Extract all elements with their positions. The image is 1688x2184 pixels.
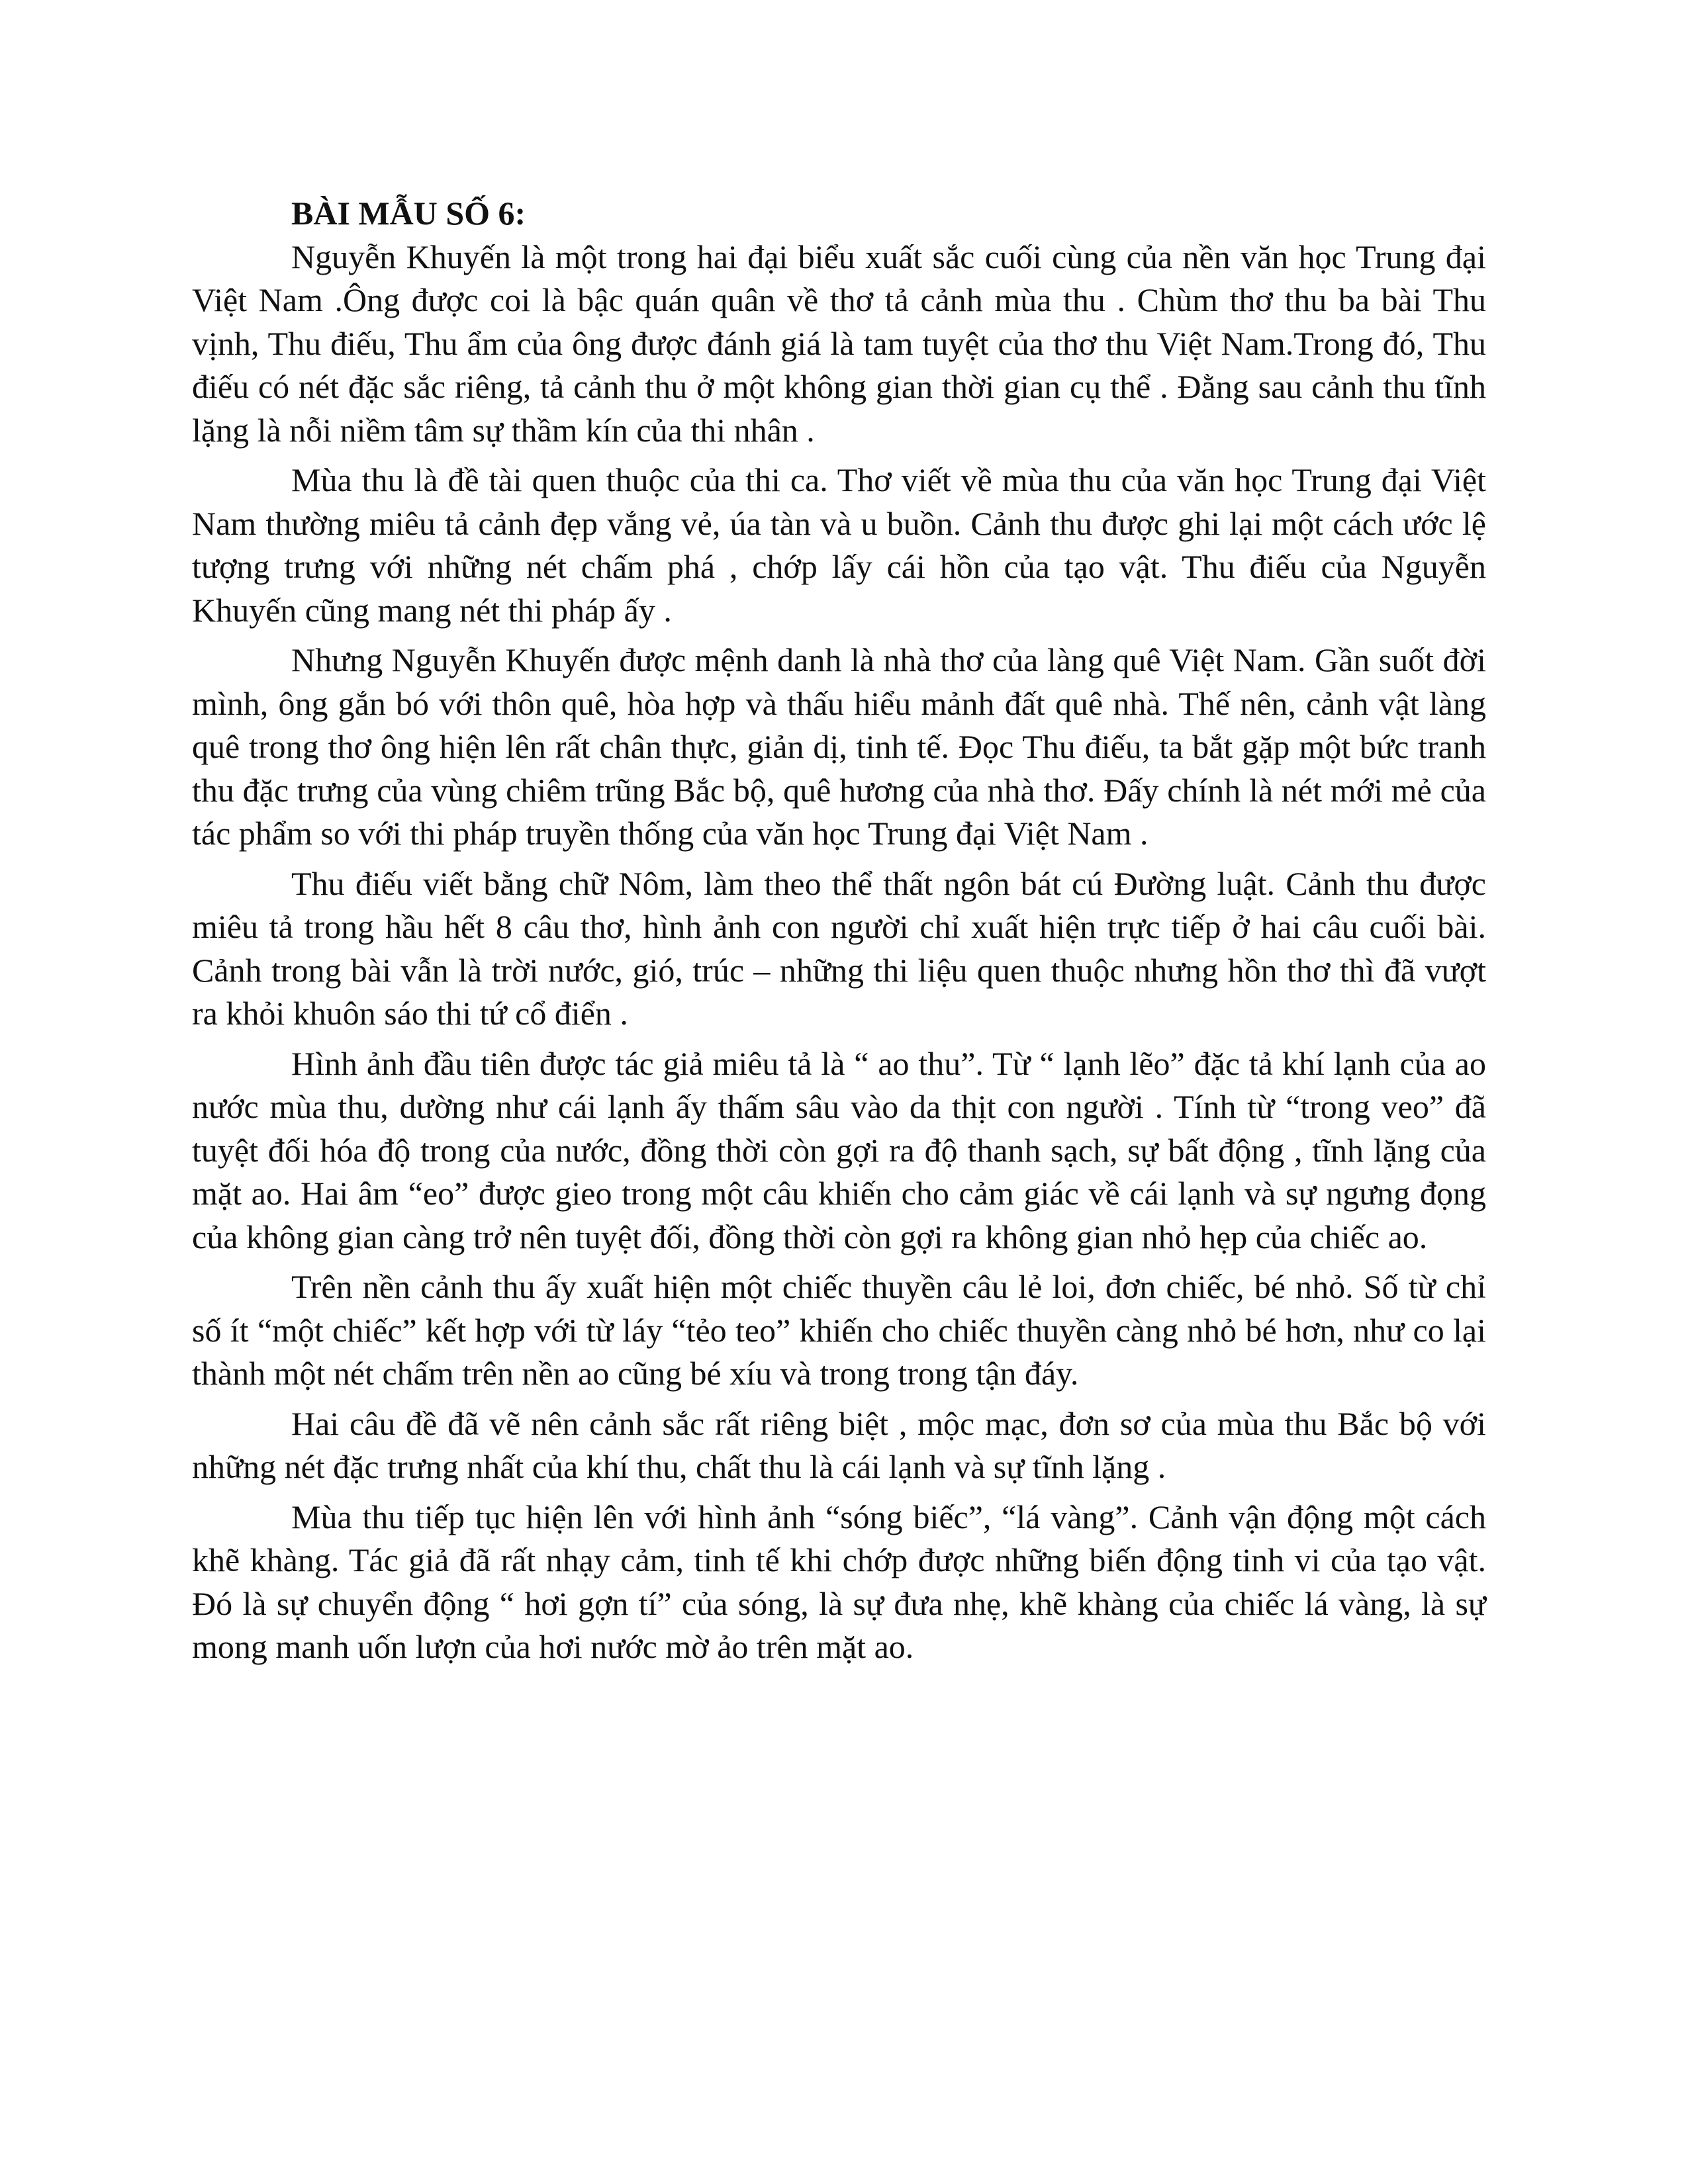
paragraph-2: Mùa thu là đề tài quen thuộc của thi ca. Thơ viết về mùa thu của văn học Trung đại Việt Nam thường miêu tả cảnh đẹp vắng vẻ, úa tàn và u buồn. Cảnh thu được ghi lại một cách ước lệ tượng trưng với những nét chấm phá , chớp lấy cái hồn của tạo vật. Thu điếu của Nguyễn Khuyến cũng mang nét thi pháp ấy . <box>192 461 1486 629</box>
document-page <box>192 192 1486 1676</box>
essay-heading: BÀI MẪU SỐ 6: <box>291 195 526 232</box>
paragraph-7: Hai câu đề đã vẽ nên cảnh sắc rất riêng biệt , mộc mạc, đơn sơ của mùa thu Bắc bộ với những nét đặc trưng nhất của khí thu, chất thu là cái lạnh và sự tĩnh lặng . <box>192 1404 1486 1485</box>
paragraph-5: Hình ảnh đầu tiên được tác giả miêu tả là “ ao thu”. Từ “ lạnh lẽo” đặc tả khí lạnh của ao nước mùa thu, dường như cái lạnh ấy thấm sâu vào da thịt con người . Tính từ “trong veo” đã tuyệt đối hóa độ trong của nước, đồng thời còn gợi ra độ thanh sạch, sự bất động , tĩnh lặng của mặt ao. Hai âm “eo” được gieo trong một câu khiến cho cảm giác về cái lạnh và sự ngưng đọng của không gian càng trở nên tuyệt đối, đồng thời còn gợi ra không gian nhỏ hẹp của chiếc ao. <box>192 1044 1486 1255</box>
paragraph-1: Nguyễn Khuyến là một trong hai đại biểu xuất sắc cuối cùng của nền văn học Trung đại Việt Nam .Ông được coi là bậc quán quân về thơ tả cảnh mùa thu . Chùm thơ thu ba bài Thu vịnh, Thu điếu, Thu ẩm của ông được đánh giá là tam tuyệt của thơ thu Việt Nam.Trong đó, Thu điếu có nét đặc sắc riêng, tả cảnh thu ở một không gian thời gian cụ thể . Đằng sau cảnh thu tĩnh lặng là nỗi niềm tâm sự thầm kín của thi nhân . <box>192 238 1486 449</box>
paragraph-4: Thu điếu viết bằng chữ Nôm, làm theo thể thất ngôn bát cú Đường luật. Cảnh thu được miêu tả trong hầu hết 8 câu thơ, hình ảnh con người chỉ xuất hiện trực tiếp ở hai câu cuối bài. Cảnh trong bài vẫn là trời nước, gió, trúc – những thi liệu quen thuộc nhưng hồn thơ thì đã vượt ra khỏi khuôn sáo thi tứ cổ điển . <box>192 864 1486 1032</box>
paragraph-6: Trên nền cảnh thu ấy xuất hiện một chiếc thuyền câu lẻ loi, đơn chiếc, bé nhỏ. Số từ chỉ số ít “một chiếc” kết hợp với từ láy “tẻo teo” khiến cho chiếc thuyền càng nhỏ bé hơn, như co lại thành một nét chấm trên nền ao cũng bé xíu và trong trong tận đáy. <box>192 1268 1486 1392</box>
paragraph-8: Mùa thu tiếp tục hiện lên với hình ảnh “sóng biếc”, “lá vàng”. Cảnh vận động một cách khẽ khàng. Tác giả đã rất nhạy cảm, tinh tế khi chớp được những biến động tinh vi của tạo vật. Đó là sự chuyển động “ hơi gợn tí” của sóng, là sự đưa nhẹ, khẽ khàng của chiếc lá vàng, là sự mong manh uốn lượn của hơi nước mờ ảo trên mặt ao. <box>192 1498 1486 1665</box>
paragraph-3: Nhưng Nguyễn Khuyến được mệnh danh là nhà thơ của làng quê Việt Nam. Gần suốt đời mình, ông gắn bó với thôn quê, hòa hợp và thấu hiểu mảnh đất quê nhà. Thế nên, cảnh vật làng quê trong thơ ông hiện lên rất chân thực, giản dị, tinh tế. Đọc Thu điếu, ta bắt gặp một bức tranh thu đặc trưng của vùng chiêm trũng Bắc bộ, quê hương của nhà thơ. Đấy chính là nét mới mẻ của tác phẩm so với thi pháp truyền thống của văn học Trung đại Việt Nam . <box>192 641 1486 852</box>
